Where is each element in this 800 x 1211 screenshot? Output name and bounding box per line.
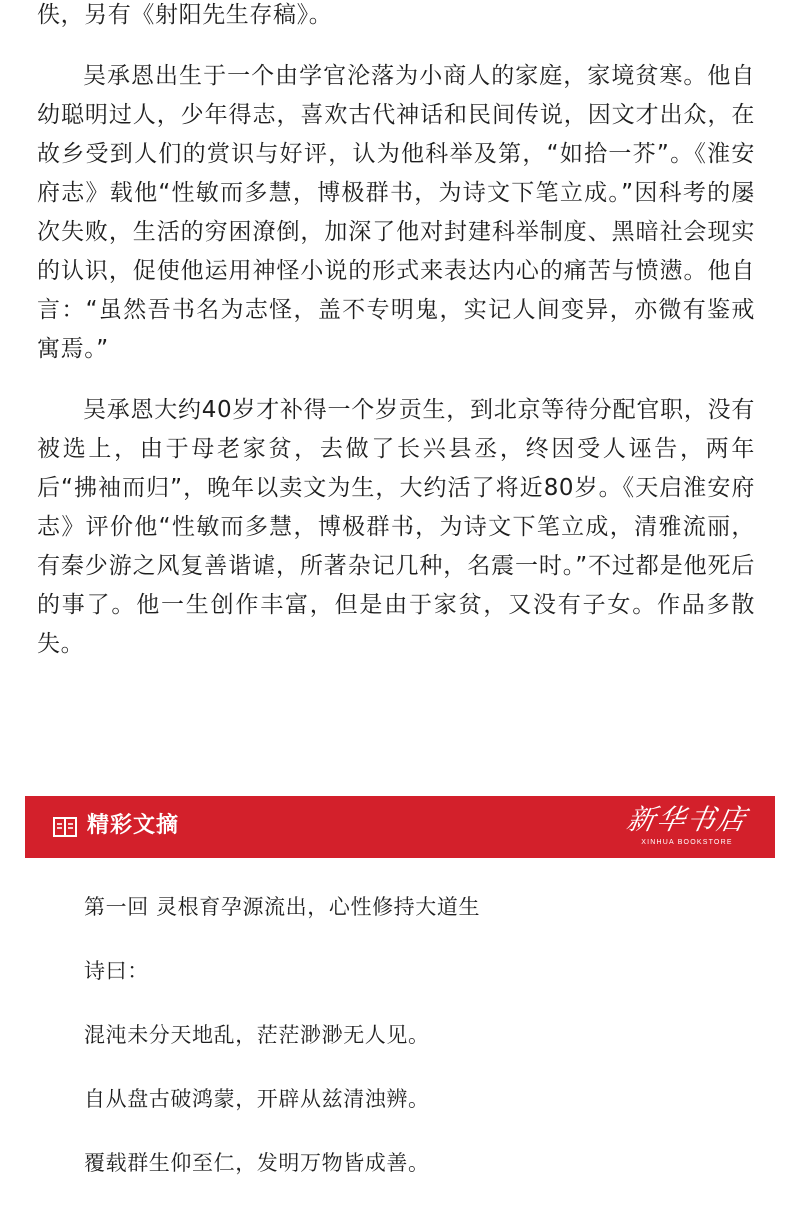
brand-subtitle: XINHUA BOOKSTORE — [641, 839, 733, 846]
excerpt-line: 诗曰： — [84, 959, 149, 983]
article-paragraph: 吴承恩大约40岁才补得一个岁贡生，到北京等待分配官职，没有被选上，由于母老家贫，去做了长兴县丞，终因受人诬告，两年后“拂袖而归”，晚年以卖文为生，大约活了将近80岁。《天启淮安府志》评价他“性敏而多慧，博极群书，为诗文下笔立成，清雅流丽，有秦少游之风复善谐谑，所著杂记几种，名震一时。”不过都是他死后的事了。他一生创作丰富，但是由于家贫，又没有子女。作品多散失。 — [37, 397, 755, 657]
open-book-icon — [53, 817, 77, 837]
article-body — [37, 0, 755, 664]
section-title: 精彩文摘 — [87, 813, 180, 838]
article-paragraph: 佚，另有《射阳先生存稿》。 — [37, 2, 333, 28]
excerpt-line: 覆载群生仰至仁，发明万物皆成善。 — [84, 1151, 430, 1175]
brand-logo-text: 新华书店 — [624, 803, 750, 836]
chapter-title: 第一回 灵根育孕源流出，心性修持大道生 — [84, 895, 481, 919]
section-banner — [25, 796, 775, 858]
excerpt-line: 自从盘古破鸿蒙，开辟从兹清浊辨。 — [84, 1087, 430, 1111]
excerpt-body — [84, 891, 764, 1211]
article-paragraph: 吴承恩出生于一个由学官沦落为小商人的家庭，家境贫寒。他自幼聪明过人，少年得志，喜欢古代神话和民间传说，因文才出众，在故乡受到人们的赏识与好评，认为他科举及第，“如拾一芥”。《淮安府志》载他“性敏而多慧，博极群书，为诗文下笔立成。”因科考的屡次失败，生活的穷困潦倒，加深了他对封建科举制度、黑暗社会现实的认识，促使他运用神怪小说的形式来表达内心的痛苦与愤懑。他自言：“虽然吾书名为志怪，盖不专明鬼，实记人间变异，亦微有鉴戒寓焉。” — [37, 63, 755, 362]
excerpt-line: 混沌未分天地乱，茫茫渺渺无人见。 — [84, 1023, 430, 1047]
xinhua-bookstore-logo — [624, 802, 750, 848]
